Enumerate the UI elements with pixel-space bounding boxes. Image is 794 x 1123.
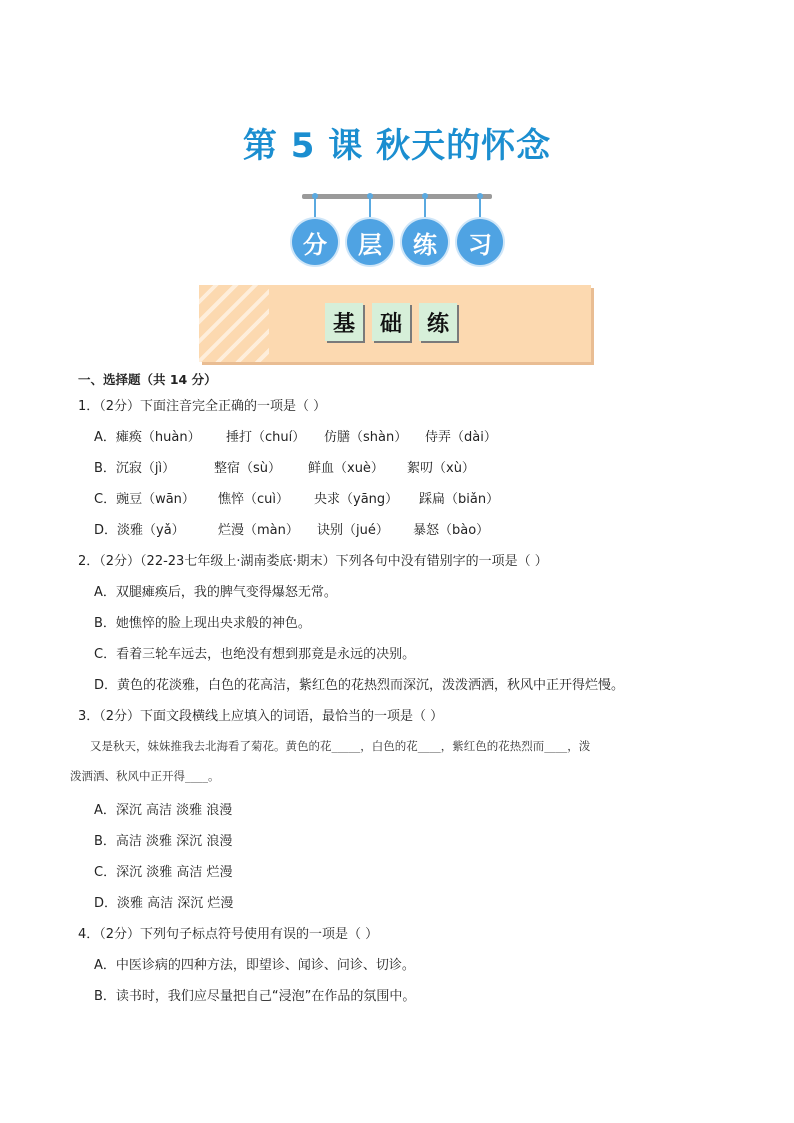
q1-d-3: 诀别（jué） xyxy=(317,523,389,538)
q1-c-4: 踩扁（biǎn） xyxy=(419,492,500,507)
badge-ceng: 层 xyxy=(347,219,393,265)
q3-passage-line2: 泼洒洒、秋风中正开得____。 xyxy=(70,769,220,783)
page-title: 第 5 课 秋天的怀念 xyxy=(242,126,552,166)
section-heading: 一、选择题（共 14 分） xyxy=(78,372,217,387)
q1-d-2: 烂漫（màn） xyxy=(218,523,299,538)
q1-c-1: C．豌豆（wān） xyxy=(94,492,195,507)
q2-option-b: B．她憔悴的脸上现出央求般的神色。 xyxy=(94,616,311,631)
banner-char-ji: 基 xyxy=(325,303,363,341)
rail-dot xyxy=(367,193,373,199)
q1-stem: 1．（2分）下面注音完全正确的一项是（ ） xyxy=(78,399,327,414)
q2-option-d: D．黄色的花淡雅，白色的花高洁，紫红色的花热烈而深沉，泼泼洒洒，秋风中正开得烂慢。 xyxy=(94,678,625,693)
badge-lian: 练 xyxy=(402,219,448,265)
q1-b-4: 絮叨（xù） xyxy=(407,461,475,476)
q4-option-a: A．中医诊病的四种方法，即望诊、闻诊、问诊、切诊。 xyxy=(94,958,415,973)
q2-stem: 2．（2分）（22-23七年级上·湖南娄底·期末）下列各句中没有错别字的一项是（ ） xyxy=(78,554,548,569)
q4-stem: 4．（2分）下列句子标点符号使用有误的一项是（ ） xyxy=(78,927,379,942)
q3-option-d: D．淡雅 高洁 深沉 烂漫 xyxy=(94,896,234,911)
q3-passage-line1: 又是秋天，妹妹推我去北海看了菊花。黄色的花_____，白色的花____，紫红色的花热烈而____，泼 xyxy=(90,739,591,753)
rail-dot xyxy=(312,193,318,199)
q3-option-a: A．深沉 高洁 淡雅 浪漫 xyxy=(94,803,233,818)
rail-dot xyxy=(477,193,483,199)
q2-option-c: C．看着三轮车远去，也绝没有想到那竟是永远的决别。 xyxy=(94,647,416,662)
q1-c-3: 央求（yāng） xyxy=(314,492,399,507)
badge-fen: 分 xyxy=(292,219,338,265)
banner-char-chu: 础 xyxy=(372,303,410,341)
q1-a-1: A．瘫痪（huàn） xyxy=(94,430,201,445)
q1-b-1: B．沉寂（jì） xyxy=(94,461,176,476)
q2-option-a: A．双腿瘫痪后，我的脾气变得爆怒无常。 xyxy=(94,585,337,600)
q1-b-2: 整宿（sù） xyxy=(214,461,282,476)
badge-xi: 习 xyxy=(457,219,503,265)
q1-d-4: 暴怒（bào） xyxy=(413,523,490,538)
q1-a-2: 捶打（chuí） xyxy=(226,430,306,445)
q3-option-b: B．高洁 淡雅 深沉 浪漫 xyxy=(94,834,233,849)
banner-stripes xyxy=(199,285,269,362)
q1-a-3: 仿膳（shàn） xyxy=(324,430,408,445)
q1-b-3: 鲜血（xuè） xyxy=(308,461,384,476)
q3-stem: 3．（2分）下面文段横线上应填入的词语，最恰当的一项是（ ） xyxy=(78,709,444,724)
q4-option-b: B．读书时，我们应尽量把自己“浸泡”在作品的氛围中。 xyxy=(94,989,416,1004)
q1-d-1: D．淡雅（yǎ） xyxy=(94,523,185,538)
q3-option-c: C．深沉 淡雅 高洁 烂漫 xyxy=(94,865,233,880)
q1-c-2: 憔悴（cuì） xyxy=(218,492,289,507)
banner-char-lian: 练 xyxy=(419,303,457,341)
q1-a-4: 侍弄（dài） xyxy=(425,430,497,445)
badge-rail xyxy=(302,194,492,199)
rail-dot xyxy=(422,193,428,199)
